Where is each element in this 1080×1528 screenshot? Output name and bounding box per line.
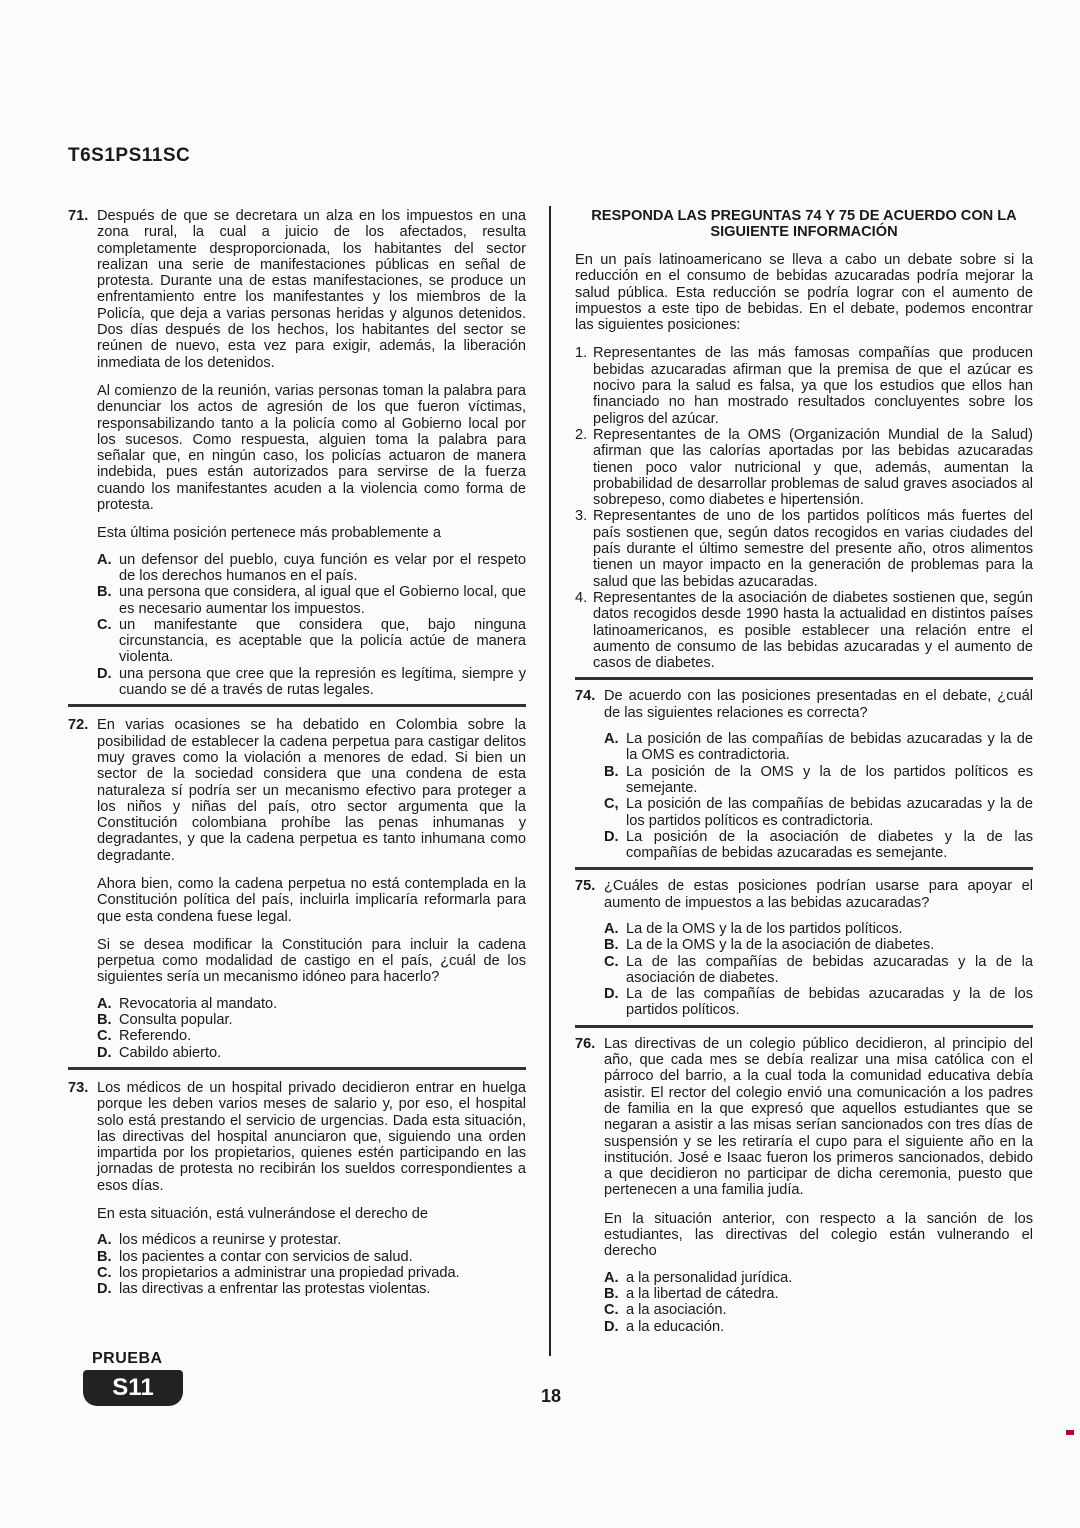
context-heading: RESPONDA LAS PREGUNTAS 74 Y 75 DE ACUERDO CON LA SIGUIENTE INFORMACIÓN: [591, 208, 1017, 240]
question-number: 71.: [68, 208, 89, 224]
option-letter: D.: [604, 828, 619, 845]
question-number: 72.: [68, 717, 89, 734]
column-divider: [549, 206, 551, 1356]
question-stem: En la situación anterior, con respecto a la sanción de los estudiantes, las directivas del colegio están vulnerando el derecho: [604, 1210, 1033, 1260]
question-paragraph: Los médicos de un hospital privado decidieron entrar en huelga porque les deben varios meses de salario y, por eso, el hospital solo está prestando el servicio de urgencias. Dada esta situación, las directivas del hospital anunciaron que, siguiendo una orden impartida por los propietarios, quienes estén participando en las jornadas de protesta no recibirán los sueldos correspondientes a esos días.: [97, 1079, 526, 1194]
option-b[interactable]: [97, 1012, 526, 1028]
scan-mark: [1066, 1430, 1074, 1435]
test-badge: S11: [83, 1370, 183, 1406]
option-text: Consulta popular.: [119, 1012, 233, 1029]
exam-code: T6S1PS11SC: [68, 145, 191, 166]
option-letter: A.: [97, 1232, 112, 1249]
option-text: Revocatoria al mandato.: [119, 995, 278, 1012]
options-list: [97, 996, 526, 1061]
right-column: [575, 208, 1033, 1335]
question-number: 76.: [575, 1035, 596, 1052]
options-list: [97, 1232, 526, 1297]
option-text: a la libertad de cátedra.: [626, 1285, 779, 1302]
option-text: una persona que cree que la represión es legítima, siempre y cuando se dé a través de rutas legales.: [119, 665, 526, 699]
option-text: La de las compañías de bebidas azucaradas y la de la asociación de diabetes.: [626, 953, 1033, 986]
position-number: 1.: [575, 345, 588, 362]
position-item: [575, 508, 1033, 589]
option-b[interactable]: [97, 1249, 526, 1265]
option-letter: A.: [97, 995, 112, 1012]
option-text: La posición de las compañías de bebidas azucaradas y la de la OMS es contradictoria.: [626, 731, 1033, 764]
option-b[interactable]: [604, 764, 1033, 797]
option-text: a la personalidad jurídica.: [626, 1269, 793, 1286]
option-b[interactable]: [604, 937, 1033, 953]
option-letter: B.: [604, 763, 619, 780]
option-a[interactable]: [97, 1232, 526, 1248]
question-71: [68, 208, 526, 698]
question-72: [68, 717, 526, 1061]
option-letter: B.: [97, 1012, 112, 1029]
option-text: La de las compañías de bebidas azucaradas y la de los partidos políticos.: [626, 986, 1033, 1019]
position-text: Representantes de las más famosas compañías que producen bebidas azucaradas afirman que la premisa de que el azúcar es nocivo para la salud es falsa, ya que los estudios que ellos han financiado no han mostrado resultados concluyentes sobre los peligros del azúcar.: [593, 345, 1033, 427]
option-letter: C.: [604, 953, 619, 970]
position-item: [575, 345, 1033, 426]
option-c[interactable]: [97, 1028, 526, 1044]
left-column: [68, 208, 526, 1298]
option-b[interactable]: [97, 584, 526, 617]
context-intro: En un país latinoamericano se lleva a cabo un debate sobre si la reducción en el consumo de bebidas azucaradas podría mejorar la salud pública. Esta reducción se podría lograr con el aumento de impuestos a este tipo de bebidas. En el debate, podemos encontrar las siguientes posiciones:: [575, 252, 1033, 334]
option-a[interactable]: [604, 921, 1033, 937]
question-stem: Si se desea modificar la Constitución para incluir la cadena perpetua como modalidad de castigo en el país, ¿cuál de los siguientes sería un mecanismo idóneo para hacerlo?: [97, 936, 526, 986]
option-text: La posición de la OMS y la de los partidos políticos es semejante.: [626, 763, 1033, 796]
option-text: los pacientes a contar con servicios de salud.: [119, 1248, 413, 1265]
question-75: [575, 878, 1033, 1018]
option-text: La de la OMS y la de los partidos políticos.: [626, 920, 903, 937]
option-d[interactable]: [604, 829, 1033, 862]
option-text: Cabildo abierto.: [119, 1044, 222, 1061]
options-list: [97, 552, 526, 699]
option-letter: A.: [97, 551, 112, 568]
position-text: Representantes de uno de los partidos políticos más fuertes del país sostienen que, según datos recogidos en varias ciudades del país durante el último semestre del presente año, otros alimentos tienen un mayor impacto en la generación de problemas para la salud que las bebidas azucaradas.: [593, 508, 1033, 590]
option-letter: B.: [604, 1285, 619, 1302]
option-letter: D.: [97, 1044, 112, 1061]
option-letter: B.: [97, 1248, 112, 1265]
options-list: [604, 1270, 1033, 1335]
options-list: [604, 921, 1033, 1019]
option-text: un defensor del pueblo, cuya función es velar por el respeto de los derechos humanos en el país.: [119, 551, 526, 584]
separator: [68, 704, 526, 707]
option-letter: D.: [604, 986, 619, 1003]
option-letter: C.: [604, 1302, 619, 1319]
question-paragraph: En varias ocasiones se ha debatido en Colombia sobre la posibilidad de establecer la cadena perpetua para castigar delitos muy graves como la violación a menores de edad. Si bien un sector de la sociedad considera que una condena de esta naturaleza sí podría ser un mecanismo efectivo para proteger a los niños y niñas del país, otro sector argumenta que la Constitución colombiana prohíbe las penas inhumanas y degradantes, y que la cadena perpetua es tanto inhumana como degradante.: [97, 717, 526, 864]
option-c[interactable]: [604, 796, 1033, 829]
option-a[interactable]: [604, 731, 1033, 764]
question-number: 75.: [575, 878, 596, 895]
separator: [575, 1025, 1033, 1028]
position-number: 3.: [575, 508, 588, 525]
question-paragraph: Las directivas de un colegio público decidieron, al principio del año, que cada mes se debía realizar una misa católica con el párroco del barrio, a la cual toda la comunidad educativa debía asistir. El rector del colegio envió una comunicación a los padres de familia en la que expresó que aquellos estudiantes que se negaran a asistir a las misas serían sancionados con tres días de suspensión y se les retiraría el cupo para el siguiente año en la institución. José e Isaac fueron los primeros sancionados, debido a que decidieron no participar de dicha ceremonia, puesto que pertenecen a una familia judía.: [604, 1035, 1033, 1199]
option-letter: B.: [604, 937, 619, 954]
option-text: las directivas a enfrentar las protestas violentas.: [119, 1281, 431, 1298]
option-text: los médicos a reunirse y protestar.: [119, 1232, 342, 1249]
option-text: los propietarios a administrar una propiedad privada.: [119, 1264, 460, 1281]
question-73: [68, 1080, 526, 1298]
question-74: [575, 688, 1033, 861]
option-letter: D.: [97, 665, 112, 682]
question-stem: ¿Cuáles de estas posiciones podrían usarse para apoyar el aumento de impuestos a las bebidas azucaradas?: [604, 878, 1033, 911]
question-paragraph: Después de que se decretara un alza en los impuestos en una zona rural, la cual a juicio de los afectados, resulta completamente desproporcionada, los habitantes del sector realizan una serie de manifestaciones públicas en señal de protesta. Durante una de estas manifestaciones, se produce un enfrentamiento entre los manifestantes y los miembros de la Policía, que deja a varias personas heridas y algunos detenidos. Dos días después de los hechos, los habitantes del sector se reúnen de nuevo, esta vez para exigir, además, la liberación inmediata de los detenidos.: [97, 208, 526, 371]
question-76: [575, 1036, 1033, 1335]
option-d[interactable]: [604, 986, 1033, 1019]
options-list: [604, 731, 1033, 861]
option-text: Referendo.: [119, 1028, 192, 1045]
option-text: una persona que considera, al igual que el Gobierno local, que es necesario aumentar los impuestos.: [119, 584, 526, 617]
separator: [575, 677, 1033, 680]
question-paragraph: Ahora bien, como la cadena perpetua no está contemplada en la Constitución política del país, incluirla implicaría reformarla para que esta condena fuese legal.: [97, 875, 526, 925]
option-d[interactable]: [97, 1281, 526, 1297]
option-letter: C.: [97, 1028, 112, 1045]
position-number: 2.: [575, 426, 588, 443]
option-letter: B.: [97, 584, 112, 601]
option-letter: C.: [97, 1264, 112, 1281]
option-letter: A.: [604, 731, 619, 748]
option-text: La posición de las compañías de bebidas azucaradas y la de los partidos políticos es contradictoria.: [626, 796, 1033, 829]
positions-list: [575, 345, 1033, 671]
option-text: a la asociación.: [626, 1302, 727, 1319]
option-text: La posición de la asociación de diabetes y la de las compañías de bebidas azucaradas es semejante.: [626, 828, 1033, 862]
option-d[interactable]: [97, 1045, 526, 1061]
position-text: Representantes de la asociación de diabetes sostienen que, según datos recogidos desde 1990 hasta la actualidad en distintos países latinoamericanos, es posible establecer una relación entre el aumento de consumo de las bebidas azucaradas y el aumento de casos de diabetes.: [593, 589, 1033, 672]
option-c[interactable]: [97, 1265, 526, 1281]
option-letter: A.: [604, 920, 619, 937]
question-stem: De acuerdo con las posiciones presentadas en el debate, ¿cuál de las siguientes relaciones es correcta?: [604, 688, 1033, 721]
question-number: 74.: [575, 688, 596, 705]
separator: [575, 867, 1033, 870]
page-number: 18: [541, 1386, 562, 1406]
option-d[interactable]: [97, 666, 526, 699]
position-item: [575, 590, 1033, 671]
option-letter: C.: [97, 616, 112, 633]
option-text: un manifestante que considera que, bajo ninguna circunstancia, es aceptable que la policía actúe de manera violenta.: [119, 616, 526, 666]
option-a[interactable]: [97, 996, 526, 1012]
option-c[interactable]: [604, 1302, 1033, 1318]
position-text: Representantes de la OMS (Organización Mundial de la Salud) afirman que las calorías aportadas por las bebidas azucaradas tienen poco valor nutricional y que, además, aumentan la probabilidad de desarrollar problemas de salud graves asociados al sobrepeso, como diabetes e hipertensión.: [593, 426, 1033, 509]
option-letter: D.: [604, 1318, 619, 1335]
question-paragraph: Al comienzo de la reunión, varias personas toman la palabra para denunciar los actos de agresión de los que fueron víctimas, responsabilizando tanto a la policía como al Gobierno local por los sucesos. Como respuesta, alguien toma la palabra para señalar que, en ningún caso, los policías actuaron de manera indebida, pues están autorizados para servirse de la fuerza cuando los manifestantes acuden a la violencia como forma de protesta.: [97, 382, 526, 514]
option-a[interactable]: [604, 1270, 1033, 1286]
prueba-label: PRUEBA: [92, 1350, 163, 1367]
question-stem: Esta última posición pertenece más probablemente a: [97, 525, 441, 542]
option-text: La de la OMS y la de la asociación de diabetes.: [626, 937, 935, 954]
option-letter: A.: [604, 1269, 619, 1286]
option-letter: C,: [604, 796, 619, 813]
position-number: 4.: [575, 589, 588, 606]
option-text: a la educación.: [626, 1318, 725, 1335]
option-c[interactable]: [604, 954, 1033, 987]
separator: [68, 1067, 526, 1070]
position-item: [575, 427, 1033, 508]
option-d[interactable]: [604, 1319, 1033, 1335]
option-letter: D.: [97, 1281, 112, 1298]
question-number: 73.: [68, 1079, 89, 1096]
option-c[interactable]: [97, 617, 526, 666]
question-stem: En esta situación, está vulnerándose el derecho de: [97, 1206, 429, 1223]
option-b[interactable]: [604, 1286, 1033, 1302]
option-a[interactable]: [97, 552, 526, 585]
